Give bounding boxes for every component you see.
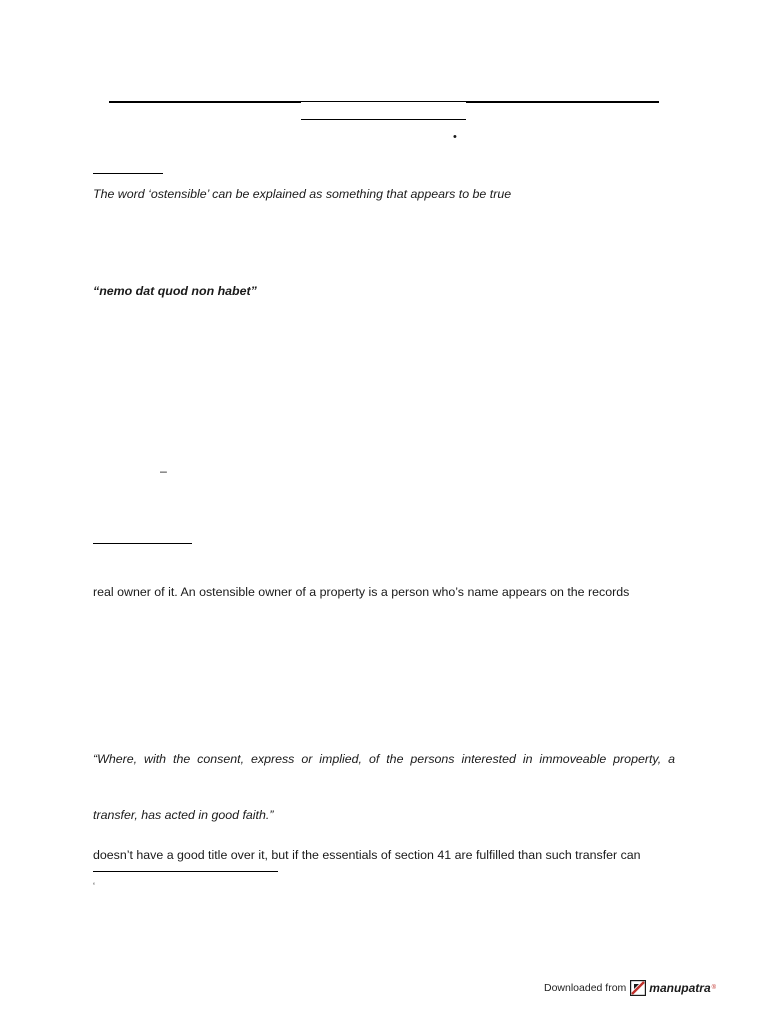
title-rule-center — [301, 101, 466, 102]
manupatra-logo-icon — [630, 980, 646, 996]
dash-mark: – — [160, 464, 167, 478]
section-quote-start: “Where, with the consent, express or implied, of the persons interested in immoveable property, a — [93, 752, 675, 766]
real-owner-text: real owner of it. An ostensible owner of a property is a person who’s name appears on the records — [93, 585, 630, 599]
title-rule-right — [466, 101, 659, 103]
section-quote-end: transfer, has acted in good faith.” — [93, 808, 274, 822]
maxim-text: “nemo dat quod non habet” — [93, 284, 257, 298]
brand-name: manupatra — [649, 981, 711, 995]
heading-underline-1 — [93, 173, 163, 174]
author-bullet: • — [453, 131, 457, 143]
title-rule-left — [109, 101, 301, 103]
footnote-separator — [93, 871, 278, 872]
registered-mark: ® — [711, 985, 717, 991]
subtitle-rule — [301, 119, 466, 120]
good-title-text: doesn’t have a good title over it, but if the essentials of section 41 are fulfilled than such transfer can — [93, 848, 641, 862]
footnote-mark: ‘ — [93, 881, 95, 891]
downloaded-from-label: Downloaded from — [544, 982, 627, 994]
ostensible-definition-text: The word ‘ostensible’ can be explained as something that appears to be true — [93, 187, 512, 201]
download-footer — [544, 978, 716, 998]
heading-underline-2 — [93, 543, 192, 544]
